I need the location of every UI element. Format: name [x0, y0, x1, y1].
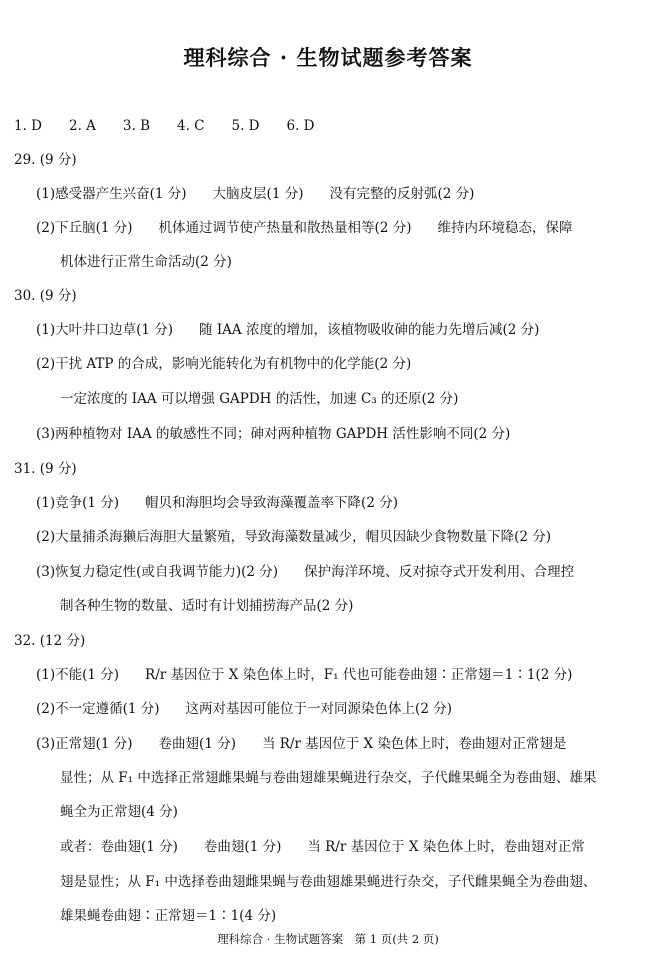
q32-part3-a: (3)正常翅(1 分): [36, 736, 133, 752]
q32-part2-a: (2)不一定遵循(1 分): [36, 701, 160, 717]
q31-part3-b: 保护海洋环境、反对掠夺式开发利用、合理控: [304, 564, 575, 580]
q30-part2-b: 一定浓度的 IAA 可以增强 GAPDH 的活性，加速 C₃ 的还原(2 分): [60, 391, 459, 407]
q30-part1: [36, 321, 539, 339]
q29-part1: [36, 185, 474, 203]
q29-part1-a: (1)感受器产生兴奋(1 分): [36, 186, 187, 202]
page-title: 理科综合 · 生物试题参考答案: [183, 45, 473, 70]
q29-part1-c: 没有完整的反射弧(2 分): [329, 186, 475, 202]
q30-header: 30. (9 分): [14, 288, 77, 304]
q31-part1-a: (1)竞争(1 分): [36, 495, 120, 511]
q31-part1-b: 帽贝和海胆均会导致海藻覆盖率下降(2 分): [145, 495, 398, 511]
q32-part1-a: (1)不能(1 分): [36, 667, 120, 683]
q31-part3-a: (3)恢复力稳定性(或自我调节能力)(2 分): [36, 564, 279, 580]
q31-part3-continued: 制各种生物的数量、适时有计划捕捞海产品(2 分): [60, 598, 354, 614]
q32-part3-b: 卷曲翅(1 分): [158, 736, 236, 752]
q29-part1-b: 大脑皮层(1 分): [212, 186, 304, 202]
q32-header: 32. (12 分): [14, 633, 86, 649]
q30-part3: (3)两种植物对 IAA 的敏感性不同；砷对两种植物 GAPDH 活性影响不同(2 分): [36, 426, 511, 442]
q32-part2-b: 这两对基因可能位于一对同源染色体上(2 分): [185, 701, 452, 717]
q32-part3: [36, 735, 566, 753]
q31-header: 31. (9 分): [14, 461, 77, 477]
q29-part2-a: (2)下丘脑(1 分): [36, 220, 133, 236]
q32-part3-continued-2: 蝇全为正常翅(4 分): [60, 804, 178, 820]
q32-alt-b: 卷曲翅(1 分): [203, 839, 282, 855]
q29-header: 29. (9 分): [14, 152, 77, 168]
q30-part2: (2)干扰 ATP 的合成，影响光能转化为有机物中的化学能(2 分): [36, 356, 412, 372]
q32-part1: [36, 666, 572, 684]
q32-part3-c: 当 R/r 基因位于 X 染色体上时，卷曲翅对正常翅是: [261, 736, 567, 752]
q32-part2: [36, 700, 452, 718]
q32-alternative-continued-1: 翅是显性；从 F₁ 中选择卷曲翅雌果蝇与卷曲翅雄果蝇进行杂交，子代雌果蝇全为卷曲翅、: [60, 874, 597, 890]
q29-part2-c: 维持内环境稳态，保障: [437, 220, 573, 236]
q30-part1-b: 随 IAA 浓度的增加，该植物吸收砷的能力先增后减(2 分): [199, 322, 540, 338]
q32-part1-b: R/r 基因位于 X 染色体上时，F₁ 代也可能卷曲翅∶正常翅＝1∶1(2 分): [145, 667, 573, 683]
q32-alternative: [60, 838, 585, 856]
q32-alt-c: 当 R/r 基因位于 X 染色体上时，卷曲翅对正常: [307, 839, 585, 855]
q32-alt-a: 或者：卷曲翅(1 分): [60, 839, 178, 855]
q32-alternative-continued-2: 雄果蝇卷曲翅∶正常翅＝1∶1(4 分): [60, 908, 277, 924]
q31-part1: [36, 494, 398, 512]
multiple-choice-answers: 1. D 2. A 3. B 4. C 5. D 6. D: [14, 118, 315, 134]
q29-part2: [36, 219, 572, 237]
q29-part2-continued: 机体进行正常生命活动(2 分): [60, 254, 232, 270]
q31-part2: (2)大量捕杀海獭后海胆大量繁殖，导致海藻数量减少，帽贝因缺少食物数量下降(2 分): [36, 529, 552, 545]
q31-part3: [36, 563, 574, 581]
q29-part2-b: 机体通过调节使产热量和散热量相等(2 分): [158, 220, 412, 236]
page-footer: 理科综合 · 生物试题答案 第 1 页(共 2 页): [217, 932, 439, 946]
q32-part3-continued-1: 显性；从 F₁ 中选择正常翅雌果蝇与卷曲翅雄果蝇进行杂交，子代雌果蝇全为卷曲翅、雄果: [60, 770, 597, 786]
q30-part1-a: (1)大叶井口边草(1 分): [36, 322, 174, 338]
